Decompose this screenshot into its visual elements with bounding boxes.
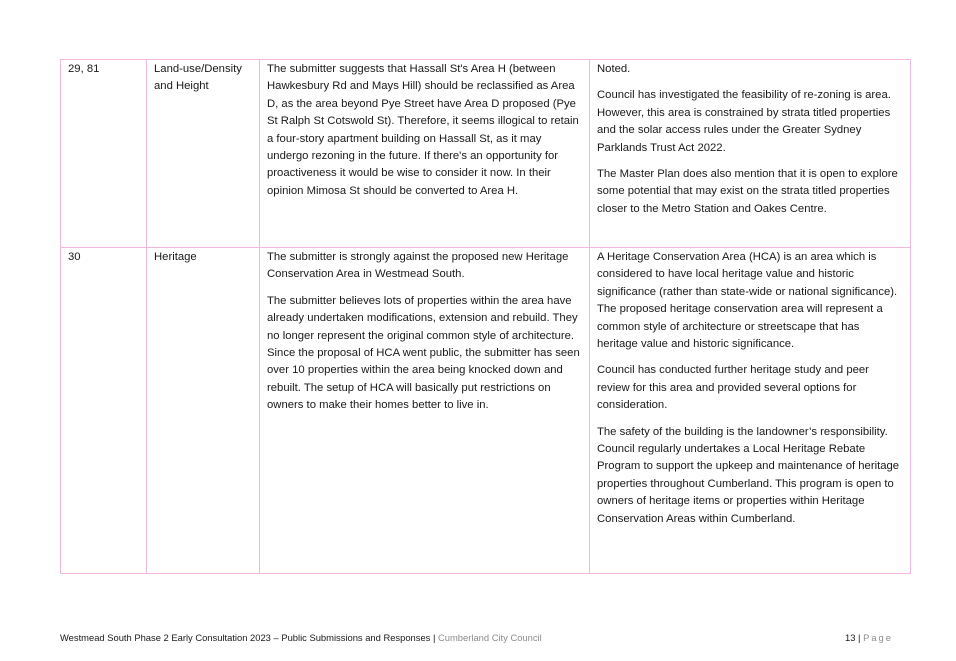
page-number: 13 (845, 632, 856, 643)
topic-cell: Land-use/Density and Height (147, 60, 260, 248)
response-paragraph: Council has investigated the feasibility of re-zoning is area. However, this area is constrained by strata titled properties and the solar access rules under the Greater Sydney Parklands Trust Act 2022. (597, 89, 891, 154)
footer-separator: | (432, 632, 436, 643)
submission-cell (260, 248, 590, 574)
table-row (61, 248, 911, 574)
response-paragraph: Noted. (597, 63, 631, 75)
response-paragraph: Council has conducted further heritage study and peer review for this area and provided several options for consideration. (597, 364, 869, 412)
submission-id-cell: 29, 81 (61, 60, 147, 248)
submission-paragraph: The submitter believes lots of properties within the area have already undertaken modifications, extension and rebuild. They no longer represent the original common style of architecture. Since the proposal of HCA went public, the submitter has seen over 10 properties within the area being knocked down and rebuilt. The setup of HCA will basically put restrictions on owners to make their homes better to live in. (267, 294, 580, 412)
footer-document-title: Westmead South Phase 2 Early Consultation 2023 – Public Submissions and Responses (60, 632, 431, 643)
footer-organisation: Cumberland City Council (438, 632, 542, 643)
response-cell (590, 60, 911, 248)
response-paragraph: A Heritage Conservation Area (HCA) is an area which is considered to have local heritage value and historic significance (rather than state-wide or national significance). The proposed heritage conservation area will represent a common style of architecture or streetscape that has heritage value and historic significance. (597, 251, 898, 351)
submission-cell (260, 60, 590, 248)
page-footer (60, 632, 893, 644)
page-label: Page (863, 632, 893, 643)
table-row (61, 60, 911, 248)
response-paragraph: The safety of the building is the landowner’s responsibility. Council regularly undertakes a Local Heritage Rebate Program to support the upkeep and maintenance of heritage properties throughout Cumberland. This program is open to owners of heritage items or properties within Heritage Conservation Areas within Cumberland. (597, 425, 900, 525)
submissions-table (60, 59, 911, 574)
page-number-separator: | (858, 632, 861, 643)
response-cell (590, 248, 911, 574)
page-number-block (845, 632, 893, 644)
submission-paragraph: The submitter is strongly against the proposed new Heritage Conservation Area in Westmead South. (267, 251, 569, 281)
topic-cell: Heritage (147, 248, 260, 574)
submission-id-cell: 30 (61, 248, 147, 574)
submission-paragraph: The submitter suggests that Hassall St's Area H (between Hawkesbury Rd and Mays Hill) should be reclassified as Area D, as the area beyond Pye Street have Area D proposed (Pye St Ralph St Cotswold St). Therefore, it seems illogical to retain a four-story apartment building on Hassall St, as it may undergo rezoning in the future. If there's an opportunity for proactiveness it would be wise to consider it now. In their opinion Mimosa St should be converted to Area H. (267, 63, 579, 197)
response-paragraph: The Master Plan does also mention that it is open to explore some potential that may exist on the strata titled properties closer to the Metro Station and Oakes Centre. (597, 168, 898, 215)
